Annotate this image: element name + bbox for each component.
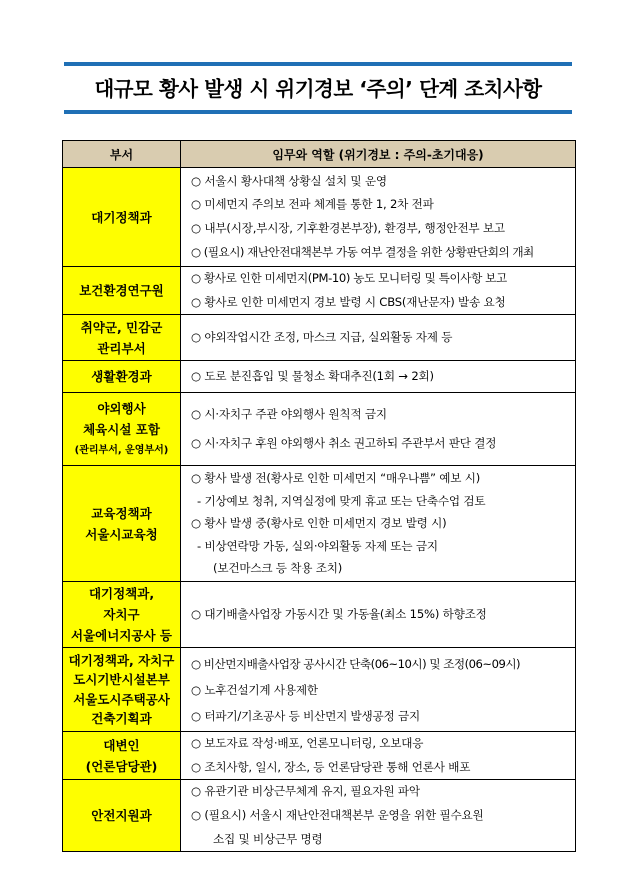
tasks-cell	[181, 466, 576, 582]
page-title: 대규모 황사 발생 시 위기경보 ‘주의’ 단계 조치사항	[94, 77, 542, 101]
task-item: ○ 황사로 인한 미세먼지(PM-10) 농도 모니터링 및 특이사항 보고	[191, 271, 507, 285]
task-item: ○ 비산먼지배출사업장 공사시간 단축(06~10시) 및 조정(06~09시)	[191, 656, 521, 671]
title-block	[64, 62, 572, 114]
department-name: 교육정책과	[91, 505, 152, 521]
task-subitem: - 비상연락망 가동, 실외·야외활동 자제 또는 금지	[197, 538, 438, 553]
title-bottom-bar	[64, 110, 572, 114]
task-item: ○ 터파기/기초공사 등 비산먼지 발생공정 금지	[191, 708, 421, 723]
task-subitem: (보건마스크 등 착용 조치)	[213, 561, 343, 576]
department-name: 보건환경연구원	[79, 283, 164, 299]
department-name: 서울시교육청	[85, 526, 158, 542]
task-item: ○ 미세먼지 주의보 전파 체계를 통한 1, 2차 전파	[191, 197, 434, 212]
department-name: 안전지원과	[91, 808, 152, 824]
department-name: 서울도시주택공사	[73, 691, 170, 707]
department-cell	[63, 582, 181, 648]
tasks-cell	[181, 732, 576, 780]
department-name: 취약군, 민감군	[80, 319, 163, 335]
task-item: ○ (필요시) 재난안전대책본부 가동 여부 결정을 위한 상황판단회의 개최	[191, 244, 534, 259]
task-item: ○ 조치사항, 일시, 장소, 등 언론담당관 통해 언론사 배포	[191, 759, 471, 774]
tasks-cell	[181, 780, 576, 852]
tasks-cell	[181, 648, 576, 732]
task-subitem: 소집 및 비상근무 명령	[213, 831, 323, 846]
task-item: ○ 도로 분진흡입 및 물청소 확대추진(1회 → 2회)	[191, 368, 434, 383]
table-row	[63, 168, 576, 267]
table-row	[63, 361, 576, 393]
task-subitem: - 기상예보 청취, 지역실정에 맞게 휴교 또는 단축수업 검토	[197, 493, 486, 508]
task-item: ○ (필요시) 서울시 재난안전대책본부 운영을 위한 필수요원	[191, 807, 484, 822]
table-row	[63, 466, 576, 582]
department-name: 자치구	[103, 607, 140, 623]
task-item: ○ 내부(시장,부시장, 기후환경본부장), 환경부, 행정안전부 보고	[191, 221, 505, 235]
tasks-cell	[181, 582, 576, 648]
action-table	[62, 140, 576, 852]
task-item: ○ 황사 발생 전(황사로 인한 미세먼지 “매우나쁨” 예보 시)	[191, 471, 481, 486]
header-department: 부서	[63, 141, 181, 168]
tasks-cell	[181, 168, 576, 267]
department-name: 생활환경과	[91, 369, 152, 385]
task-item: ○ 노후건설기계 사용제한	[191, 682, 318, 697]
table-row	[63, 315, 576, 361]
table-row	[63, 582, 576, 648]
task-item: ○ 황사 발생 중(황사로 인한 미세먼지 경보 발령 시)	[191, 516, 447, 531]
department-name: (언론담당관)	[85, 758, 158, 774]
department-cell	[63, 780, 181, 852]
department-cell	[63, 732, 181, 780]
department-name: 관리부서	[97, 340, 146, 356]
task-item: ○ 보도자료 작성·배포, 언론모니터링, 오보대응	[191, 736, 424, 751]
table-row	[63, 393, 576, 466]
table-row	[63, 648, 576, 732]
table-row	[63, 780, 576, 852]
department-cell	[63, 267, 181, 315]
department-cell	[63, 361, 181, 393]
department-cell	[63, 315, 181, 361]
department-cell	[63, 466, 181, 582]
header-duties: 임무와 역할 (위기경보 : 주의-초기대응)	[181, 141, 576, 168]
department-name: 야외행사	[97, 400, 146, 416]
department-name: 건축기획과	[91, 711, 152, 727]
table-row	[63, 732, 576, 780]
department-name: 서울에너지공사 등	[71, 628, 172, 644]
tasks-cell	[181, 393, 576, 466]
task-item: ○ 야외작업시간 조정, 마스크 지급, 실외활동 자제 등	[191, 329, 453, 344]
department-name: 대기정책과,	[88, 586, 155, 602]
department-cell	[63, 648, 181, 732]
table-row	[63, 267, 576, 315]
department-cell	[63, 393, 181, 466]
task-item: ○ 시·자치구 주관 야외행사 원칙적 금지	[191, 407, 387, 422]
department-name: 대기정책과, 자치구	[68, 652, 175, 668]
tasks-cell	[181, 361, 576, 393]
task-item: ○ 황사로 인한 미세먼지 경보 발령 시 CBS(재난문자) 발송 요청	[191, 294, 506, 309]
tasks-cell	[181, 315, 576, 361]
department-note: (관리부서, 운영부서)	[74, 444, 169, 456]
department-name: 대변인	[103, 737, 140, 753]
task-item: ○ 대기배출사업장 가동시간 및 가동율(최소 15%) 하향조정	[191, 606, 487, 621]
tasks-cell	[181, 267, 576, 315]
table-header-row	[63, 141, 576, 168]
task-item: ○ 유관기관 비상근무체계 유지, 필요자원 파악	[191, 784, 420, 799]
task-item: ○ 시·자치구 후원 야외행사 취소 권고하되 주관부서 판단 결정	[191, 436, 497, 451]
department-name: 대기정책과	[91, 209, 152, 225]
department-cell	[63, 168, 181, 267]
department-name: 체육시설 포함	[83, 421, 160, 437]
department-name: 도시기반시설본부	[73, 672, 170, 688]
task-item: ○ 서울시 황사대책 상황실 설치 및 운영	[191, 173, 387, 188]
